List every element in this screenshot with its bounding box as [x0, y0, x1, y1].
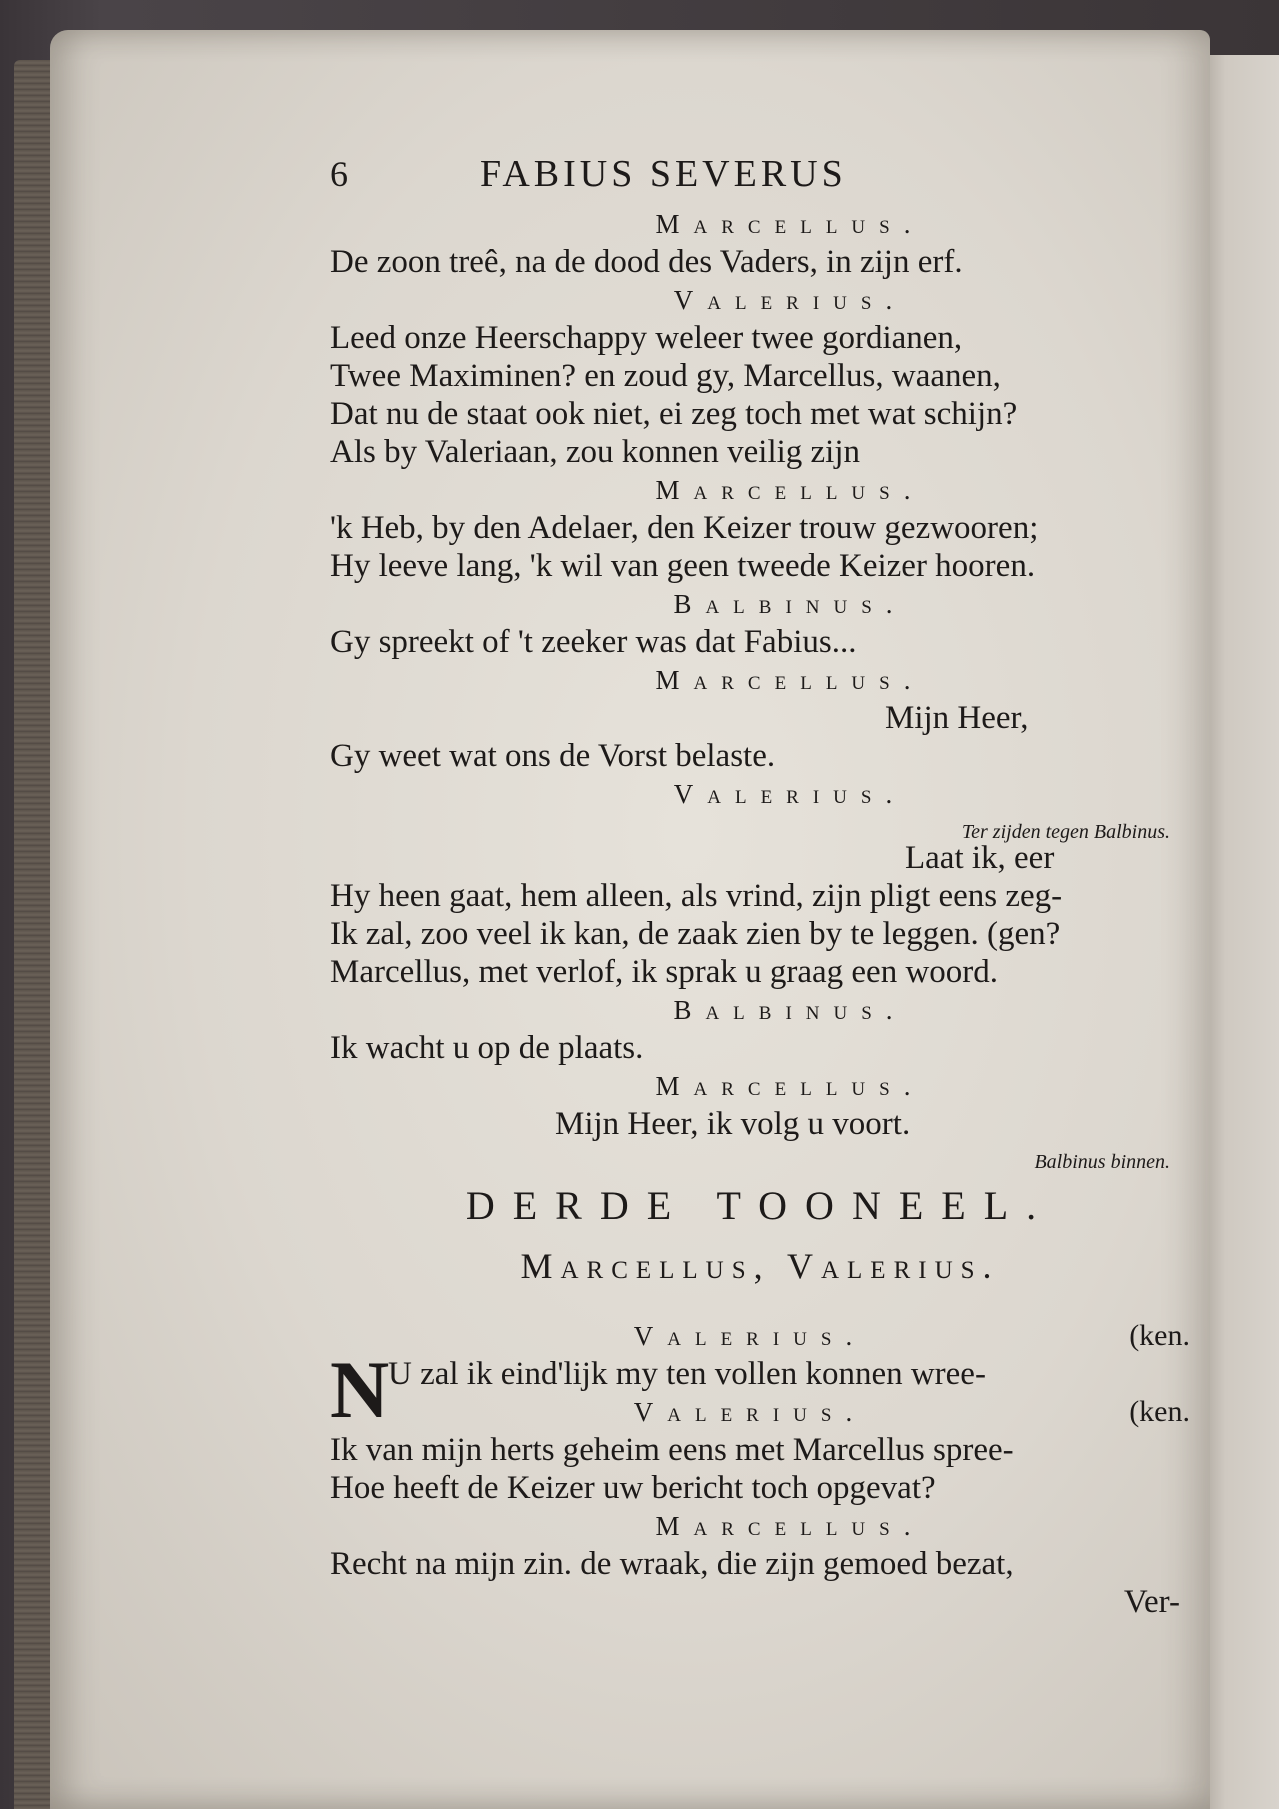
verse-line: Recht na mijn zin. de wraak, die zijn gemoed bezat, — [330, 1546, 1014, 1582]
verse-line: Twee Maximinen? en zoud gy, Marcellus, waanen, — [330, 358, 1001, 394]
verse-line: De zoon treê, na de dood des Vaders, in zijn erf. — [330, 244, 963, 280]
running-title: FABIUS SEVERUS — [480, 153, 847, 195]
verse-line: Ik zal, zoo veel ik kan, de zaak zien by te leggen. (gen? — [330, 916, 1061, 952]
speaker-name: Balbinus. — [673, 995, 907, 1025]
stage-direction: Ter zijden tegen Balbinus. — [961, 821, 1170, 843]
speaker-name: Valerius. — [633, 1321, 867, 1351]
speaker-row — [330, 1393, 1190, 1431]
speaker-name: Marcellus. — [655, 1511, 925, 1541]
verse-line: Hoe heeft de Keizer uw bericht toch opgevat? — [330, 1470, 936, 1506]
speaker-name: Marcellus. — [655, 475, 925, 505]
verse-line: Dat nu de staat ook niet, ei zeg toch met wat schijn? — [330, 396, 1018, 432]
verse-line: Laat ik, eer — [905, 840, 1055, 876]
verse-line: Ik wacht u op de plaats. — [330, 1030, 644, 1066]
verse-line: Hy heen gaat, hem alleen, als vrind, zijn pligt eens zeg- — [330, 878, 1063, 914]
verse-line: Ik van mijn herts geheim eens met Marcellus spree- — [330, 1432, 1014, 1468]
verse-line: Leed onze Heerschappy weleer twee gordianen, — [330, 320, 963, 356]
speaker-name: Balbinus. — [673, 589, 907, 619]
verse-line: Mijn Heer, ik volg u voort. — [555, 1106, 911, 1142]
speaker-name: Valerius. — [633, 1397, 867, 1427]
page-number: 6 — [330, 154, 348, 194]
speaker-name: Marcellus. — [655, 1071, 925, 1101]
verse-line: U zal ik eind'lijk my ten vollen konnen wree- — [388, 1356, 986, 1392]
verse-line: Gy weet wat ons de Vorst belaste. — [330, 738, 776, 774]
speaker-name: Marcellus. — [655, 209, 925, 239]
page-header — [330, 155, 1190, 201]
speaker-row — [330, 1317, 1190, 1355]
speaker-name: Marcellus. — [655, 665, 925, 695]
verse-line: Marcellus, met verlof, ik sprak u graag een woord. — [330, 954, 999, 990]
scene-characters: Marcellus, Valerius. — [520, 1246, 1000, 1286]
verse-line: Mijn Heer, — [885, 700, 1029, 736]
drop-cap-initial: N — [330, 1344, 390, 1435]
speaker-name: Valerius. — [673, 779, 907, 809]
page-text — [330, 155, 1190, 1621]
stage-direction: Balbinus binnen. — [1034, 1151, 1170, 1173]
verse-line: 'k Heb, by den Adelaer, den Keizer trouw gezwooren; — [330, 510, 1039, 546]
turnover-fragment: (ken. — [1129, 1395, 1190, 1428]
verse-line: Gy spreekt of 't zeeker was dat Fabius... — [330, 624, 857, 660]
catchword: Ver- — [1123, 1584, 1180, 1620]
speaker-name: Valerius. — [673, 285, 907, 315]
verse-line: Hy leeve lang, 'k wil van geen tweede Keizer hooren. — [330, 548, 1036, 584]
turnover-fragment: (ken. — [1129, 1319, 1190, 1352]
verse-line: Als by Valeriaan, zou konnen veilig zijn — [330, 434, 861, 470]
scene-title: DERDE TOONEEL. — [465, 1183, 1055, 1228]
